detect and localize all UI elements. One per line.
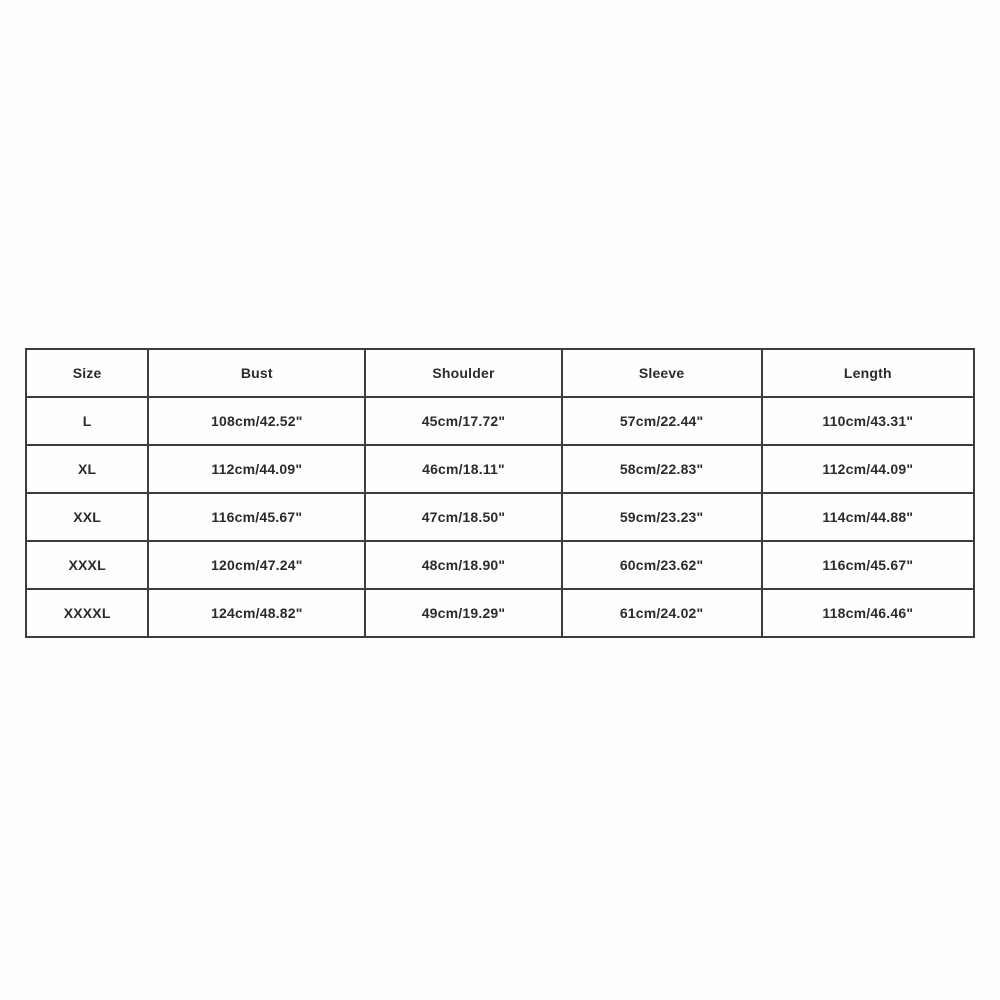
shoulder-cell: 48cm/18.90" [365,541,561,589]
size-cell: XXXL [26,541,148,589]
table-row [26,493,974,541]
table-row [26,445,974,493]
size-cell: XXXXL [26,589,148,637]
bust-cell: 116cm/45.67" [148,493,365,541]
size-cell: XL [26,445,148,493]
bust-cell: 120cm/47.24" [148,541,365,589]
column-header-bust: Bust [148,349,365,397]
table-row [26,541,974,589]
length-cell: 116cm/45.67" [762,541,974,589]
table-row [26,397,974,445]
column-header-sleeve: Sleeve [562,349,762,397]
column-header-shoulder: Shoulder [365,349,561,397]
length-cell: 110cm/43.31" [762,397,974,445]
size-chart-body [26,397,974,637]
sleeve-cell: 60cm/23.62" [562,541,762,589]
size-cell: XXL [26,493,148,541]
length-cell: 112cm/44.09" [762,445,974,493]
sleeve-cell: 61cm/24.02" [562,589,762,637]
shoulder-cell: 45cm/17.72" [365,397,561,445]
bust-cell: 108cm/42.52" [148,397,365,445]
shoulder-cell: 46cm/18.11" [365,445,561,493]
shoulder-cell: 49cm/19.29" [365,589,561,637]
size-chart-container [25,348,975,638]
table-row [26,589,974,637]
shoulder-cell: 47cm/18.50" [365,493,561,541]
bust-cell: 124cm/48.82" [148,589,365,637]
size-chart-header [26,349,974,397]
size-cell: L [26,397,148,445]
length-cell: 118cm/46.46" [762,589,974,637]
bust-cell: 112cm/44.09" [148,445,365,493]
length-cell: 114cm/44.88" [762,493,974,541]
sleeve-cell: 57cm/22.44" [562,397,762,445]
header-row [26,349,974,397]
column-header-length: Length [762,349,974,397]
sleeve-cell: 58cm/22.83" [562,445,762,493]
sleeve-cell: 59cm/23.23" [562,493,762,541]
column-header-size: Size [26,349,148,397]
size-chart-table [25,348,975,638]
